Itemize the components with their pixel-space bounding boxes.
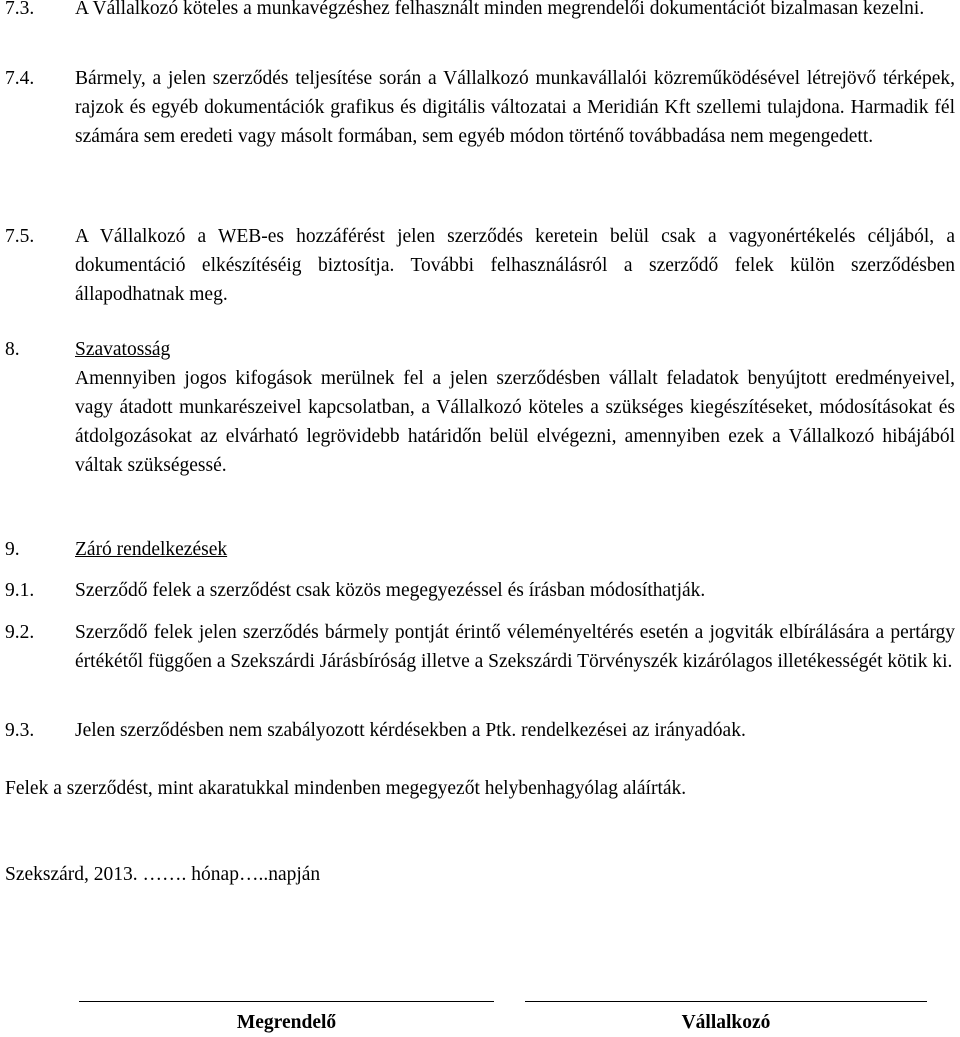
- section-text: Jelen szerződésben nem szabályozott kérdésekben a Ptk. rendelkezései az irányadóak.: [75, 720, 746, 741]
- section-text: Bármely, a jelen szerződés teljesítése során a Vállalkozó munkavállalói közreműködésével létrejövő térképek, rajzok és egyéb dokumentációk grafikus és digitális változatai a Meridián Kft szellemi tulajdona. Harmadik fél számára sem eredeti vagy másolt formában, sem egyéb módon történő továbbadása nem megengedett.: [75, 68, 955, 147]
- section-number: 7.4.: [5, 68, 35, 89]
- section-number: 8.: [5, 339, 20, 360]
- section-7-4: [5, 64, 955, 151]
- section-heading: Záró rendelkezések: [75, 539, 228, 560]
- section-text: Szerződő felek a szerződést csak közös megegyezéssel és írásban módosíthatják.: [75, 580, 706, 601]
- section-7-5: [5, 222, 955, 309]
- section-text: Amennyiben jogos kifogások merülnek fel a jelen szerződésben vállalt feladatok benyújtott eredményeivel, vagy átadott munkarészeivel kapcsolatban, a Vállalkozó köteles a szükséges kiegészítéseket, módosításokat és átdolgozásokat az elvárható legrövidebb határidőn belül elvégezni, amennyiben ezek a Vállalkozó hibájából váltak szükségessé.: [75, 368, 955, 476]
- closing-statement: Felek a szerződést, mint akaratukkal mindenben megegyezőt helybenhagyólag aláírták.: [5, 778, 687, 799]
- section-9-3: [5, 716, 955, 745]
- section-text: A Vállalkozó köteles a munkavégzéshez felhasznált minden megrendelői dokumentációt bizalmasan kezelni.: [75, 0, 925, 19]
- signature-line-megrendelo: [79, 1001, 494, 1002]
- place-date: Szekszárd, 2013. ……. hónap…..napján: [5, 864, 321, 885]
- signature-label-megrendelo: Megrendelő: [236, 1012, 337, 1033]
- section-heading: Szavatosság: [75, 339, 171, 360]
- section-number: 9.2.: [5, 622, 35, 643]
- section-number: 9.1.: [5, 580, 35, 601]
- signature-line-vallalkozo: [525, 1001, 927, 1002]
- section-text: A Vállalkozó a WEB-es hozzáférést jelen szerződés keretein belül csak a vagyonértékelés céljából, a dokumentáció elkészítéséig biztosítja. További felhasználásról a szerződő felek külön szerződésben állapodhatnak meg.: [75, 226, 955, 305]
- section-8: [5, 335, 955, 480]
- section-number: 7.5.: [5, 226, 35, 247]
- signature-label-vallalkozo: Vállalkozó: [681, 1012, 771, 1033]
- section-text: Szerződő felek jelen szerződés bármely pontját érintő véleményeltérés esetén a jogviták elbírálására a pertárgy értékétől függően a Szekszárdi Járásbíróság illetve a Szekszárdi Törvényszék kizárólagos illetékességét kötik ki.: [75, 622, 955, 672]
- section-number: 9.3.: [5, 720, 35, 741]
- section-9: [5, 535, 955, 564]
- section-number: 9.: [5, 539, 20, 560]
- section-7-3: [5, 0, 955, 23]
- section-number: 7.3.: [5, 0, 35, 19]
- section-9-1: [5, 576, 955, 605]
- section-9-2: [5, 618, 955, 676]
